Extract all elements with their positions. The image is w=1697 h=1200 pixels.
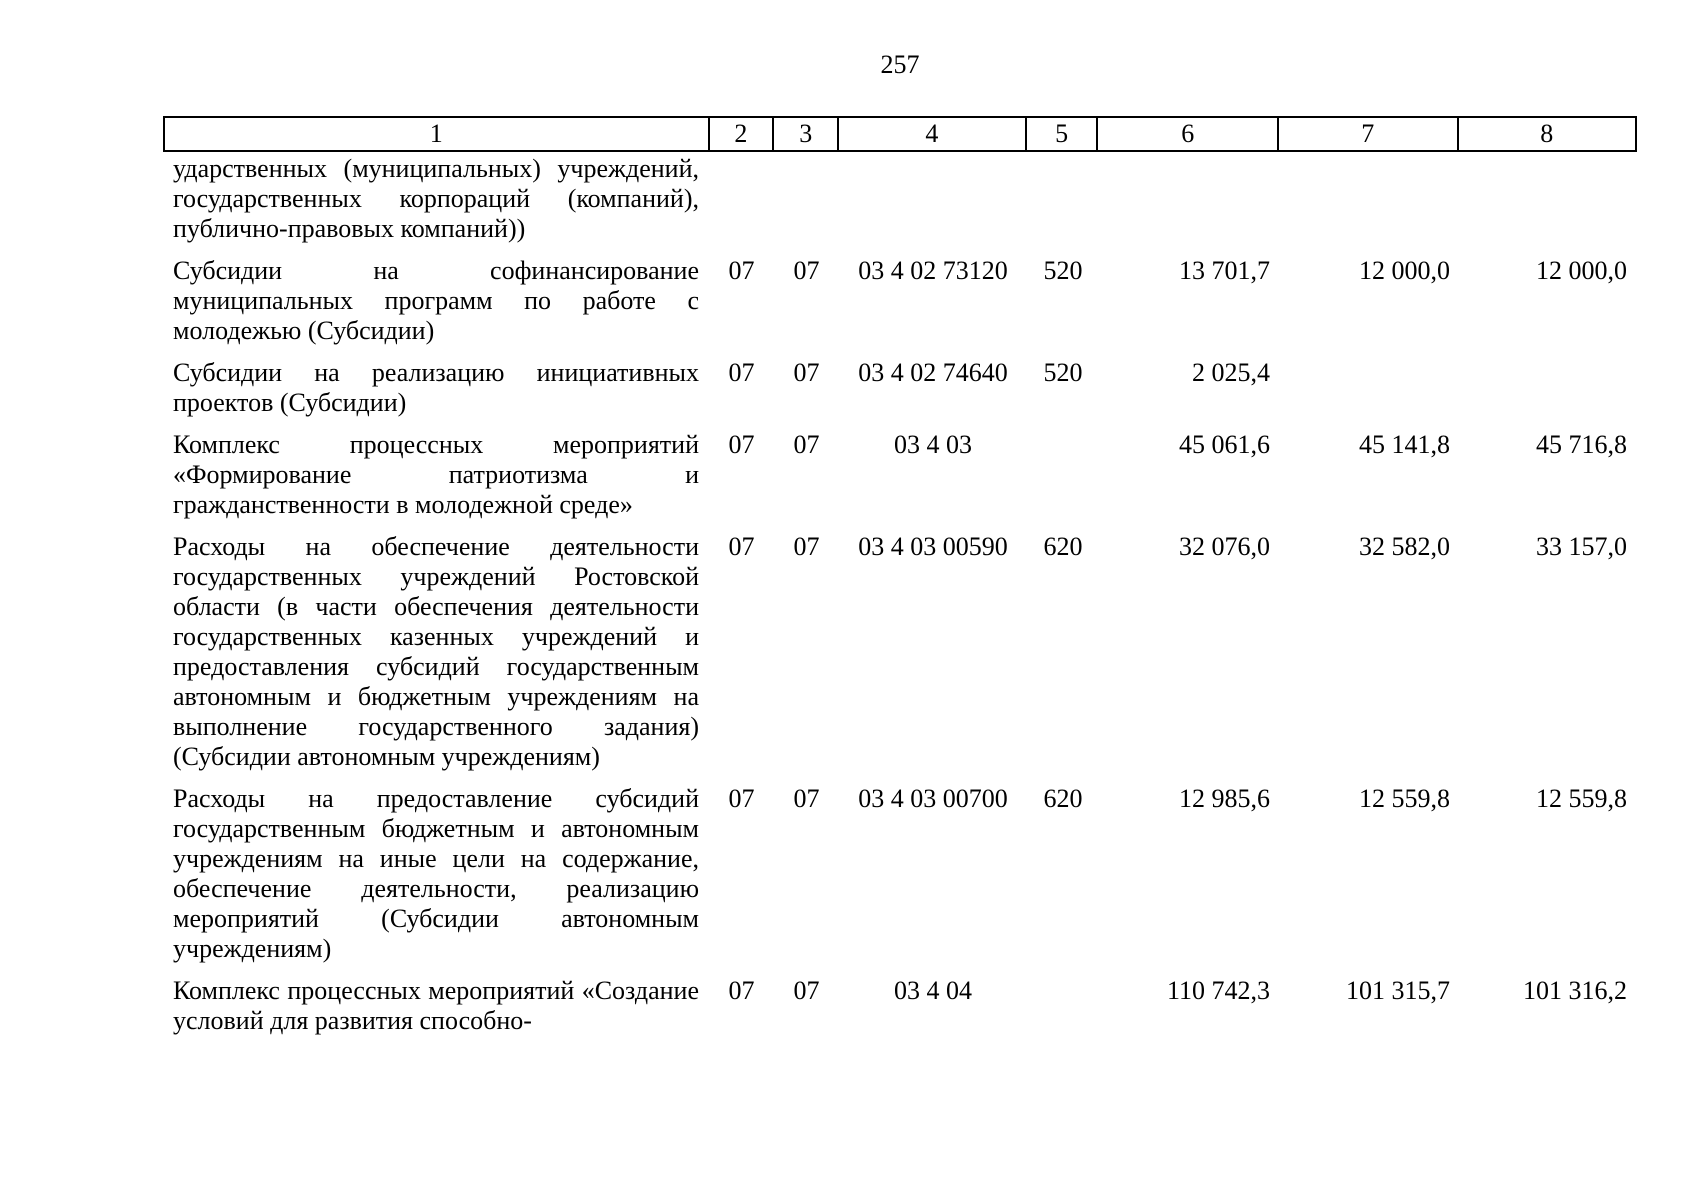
page-number: 257 <box>880 50 920 79</box>
row-amount-col6: 45 061,6 <box>1179 430 1270 459</box>
row-section: 07 <box>728 358 755 387</box>
row-expense-type: 620 <box>1043 784 1083 813</box>
row-subsection: 07 <box>793 784 820 813</box>
row-target-code: 03 4 02 74640 <box>858 358 1008 387</box>
row-expense-type: 520 <box>1043 358 1083 387</box>
row-target-code: 03 4 02 73120 <box>858 256 1008 285</box>
row-subsection: 07 <box>793 430 820 459</box>
row-subsection: 07 <box>793 976 820 1005</box>
row-amount-col8: 33 157,0 <box>1536 532 1627 561</box>
row-description: ударственных (муниципальных) учреждений, государственных корпораций (компаний), публично-правовых компаний)) <box>173 154 699 243</box>
row-amount-col6: 12 985,6 <box>1179 784 1270 813</box>
header-col-2: 2 <box>710 118 775 150</box>
row-amount-col6: 2 025,4 <box>1192 358 1270 387</box>
table-row <box>163 154 1637 244</box>
row-section: 07 <box>728 532 755 561</box>
row-amount-col7 <box>1280 154 1460 244</box>
row-description: Комплекс процессных мероприятий «Создание условий для развития способно- <box>173 976 699 1035</box>
row-amount-col8: 12 559,8 <box>1536 784 1627 813</box>
row-amount-col6: 110 742,3 <box>1166 976 1270 1005</box>
row-amount-col8 <box>1460 154 1637 244</box>
row-amount-col7: 101 315,7 <box>1346 976 1450 1005</box>
row-subsection: 07 <box>793 256 820 285</box>
row-target-code: 03 4 03 <box>894 430 972 459</box>
table-row <box>163 430 1637 520</box>
row-amount-col7: 12 559,8 <box>1359 784 1450 813</box>
row-section <box>709 154 774 244</box>
row-subsection: 07 <box>793 358 820 387</box>
row-target-code: 03 4 03 00590 <box>858 532 1008 561</box>
row-amount-col8: 12 000,0 <box>1536 256 1627 285</box>
row-section: 07 <box>728 784 755 813</box>
row-expense-type <box>1027 976 1099 1036</box>
row-amount-col8: 101 316,2 <box>1523 976 1627 1005</box>
row-amount-col8: 45 716,8 <box>1536 430 1627 459</box>
header-col-3: 3 <box>774 118 839 150</box>
row-expense-type: 520 <box>1043 256 1083 285</box>
table-row <box>163 358 1637 418</box>
row-section: 07 <box>728 256 755 285</box>
header-col-4: 4 <box>839 118 1026 150</box>
table-row <box>163 256 1637 346</box>
row-description: Расходы на обеспечение деятельности государственных учреждений Ростовской области (в части обеспечения деятельности государственных казенных учреждений и предоставления субсидий государственным автономным и бюджетным учреждениям на выполнение государственного задания) (Субсидии автономным учреждениям) <box>173 532 699 771</box>
row-amount-col6 <box>1099 154 1280 244</box>
row-section: 07 <box>728 430 755 459</box>
row-target-code: 03 4 04 <box>894 976 972 1005</box>
row-target-code <box>839 154 1027 244</box>
row-amount-col7 <box>1280 358 1460 418</box>
row-amount-col7: 32 582,0 <box>1359 532 1450 561</box>
row-amount-col7: 12 000,0 <box>1359 256 1450 285</box>
row-description: Комплекс процессных мероприятий «Формирование патриотизма и гражданственности в молодежной среде» <box>173 430 699 519</box>
row-amount-col8 <box>1460 358 1637 418</box>
row-description: Расходы на предоставление субсидий государственным бюджетным и автономным учреждениям на иные цели на содержание, обеспечение деятельности, реализацию мероприятий (Субсидии автономным учреждениям) <box>173 784 699 963</box>
header-col-1: 1 <box>165 118 710 150</box>
header-col-6: 6 <box>1098 118 1279 150</box>
row-amount-col6: 13 701,7 <box>1179 256 1270 285</box>
row-subsection: 07 <box>793 532 820 561</box>
row-description: Субсидии на реализацию инициативных проектов (Субсидии) <box>173 358 699 417</box>
row-expense-type <box>1027 154 1099 244</box>
table-body <box>163 154 1637 1048</box>
header-col-7: 7 <box>1279 118 1459 150</box>
row-expense-type: 620 <box>1043 532 1083 561</box>
header-col-5: 5 <box>1027 118 1099 150</box>
row-amount-col6: 32 076,0 <box>1179 532 1270 561</box>
table-row <box>163 976 1637 1036</box>
header-col-8: 8 <box>1540 119 1554 148</box>
table-row <box>163 532 1637 772</box>
row-description: Субсидии на софинансирование муниципальных программ по работе с молодежью (Субсидии) <box>173 256 699 345</box>
row-subsection <box>774 154 839 244</box>
table-header <box>163 116 1637 152</box>
row-target-code: 03 4 03 00700 <box>858 784 1008 813</box>
row-amount-col7: 45 141,8 <box>1359 430 1450 459</box>
row-expense-type <box>1027 430 1099 520</box>
row-section: 07 <box>728 976 755 1005</box>
table-row <box>163 784 1637 964</box>
